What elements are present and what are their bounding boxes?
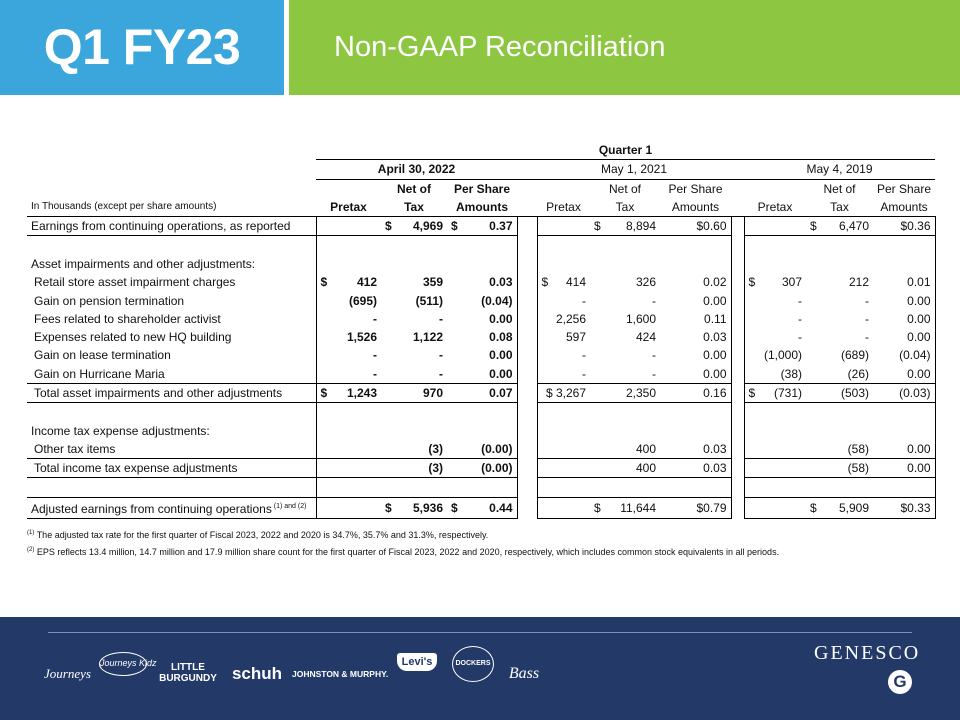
value-cell: (3) (381, 459, 447, 478)
tax-header: Tax (381, 198, 447, 217)
table-row (27, 291, 935, 309)
currency-sign: $ (385, 219, 392, 234)
value-cell: 597 (537, 328, 590, 346)
spacer-row (27, 403, 935, 422)
value-cell: (695) (316, 291, 381, 309)
value-cell: (0.03) (873, 383, 935, 402)
page-title: Non-GAAP Reconciliation (334, 31, 666, 63)
value-cell (316, 217, 381, 236)
value-cell: - (316, 346, 381, 364)
currency-sign: $ (385, 500, 392, 515)
currency-sign: $ (320, 275, 328, 290)
footnote-1: $^{(1)}$ The adjusted tax rate for the first quarter of Fiscal 2023, 2022 and 2020 is 34.7%, 35.7% and 31.3%, respectively. (27, 530, 489, 540)
footnote-2: $^{(2)}$ EPS reflects 13.4 million, 14.7 million and 17.9 million share count for the first quarter of Fiscal 2023, 2022 and 2020, respectively, which includes common stock equivalents in all periods. (27, 547, 780, 557)
value-cell: (0.04) (447, 291, 517, 309)
value: 414 (565, 275, 586, 290)
value-cell (316, 273, 381, 291)
value-cell: 0.00 (873, 291, 935, 309)
quarter-title: Q1 FY23 (43, 19, 241, 75)
value-cell: 0.00 (873, 459, 935, 478)
table-row (27, 346, 935, 364)
reconciliation-table (27, 141, 936, 519)
value: (731) (773, 386, 802, 400)
value-cell: 2,256 (537, 310, 590, 328)
johnston-murphy-logo: JOHNSTON & MURPHY. (292, 669, 389, 679)
currency-sign: $ (748, 386, 756, 400)
value-cell: (58) (806, 459, 873, 478)
value-cell: 212 (848, 275, 869, 290)
value-cell: 0.03 (660, 440, 731, 459)
value: 5,909 (838, 500, 869, 515)
value-cell: (1,000) (744, 346, 806, 364)
dockers-logo: DOCKERS (452, 646, 494, 682)
table-row (27, 273, 935, 291)
quarter-label: Quarter 1 (316, 141, 935, 160)
currency-sign: $ (320, 386, 328, 400)
currency-sign: $ (594, 500, 601, 515)
pretax-header: Pretax (316, 198, 381, 217)
currency-sign: $ (810, 500, 817, 515)
section-heading-row (27, 421, 935, 439)
currency-sign: $ (451, 219, 458, 234)
currency-sign: $ (451, 500, 458, 515)
value-cell (316, 383, 381, 402)
row-label: Other tax items (27, 440, 316, 459)
currency-sign: $ (748, 275, 756, 290)
value-cell: - (537, 291, 590, 309)
value-cell (744, 440, 806, 459)
section-heading: Income tax expense adjustments: (31, 423, 210, 438)
super-header-row (27, 141, 935, 160)
value-cell: - (381, 365, 447, 384)
value-cell: 0.03 (660, 328, 731, 346)
per-share-header: Per Share (453, 181, 511, 196)
value-cell (537, 497, 590, 518)
pretax-header: Pretax (744, 198, 806, 217)
pretax-header: Pretax (537, 198, 590, 217)
value-cell (316, 497, 381, 518)
value: 0.37 (489, 219, 513, 234)
value-cell: 1,600 (625, 311, 656, 326)
currency-sign: $ (541, 275, 549, 290)
value-cell (744, 273, 806, 291)
value-cell: (503) (806, 383, 873, 402)
period-row (27, 160, 935, 179)
row-label: Adjusted earnings from continuing operations $^{(1) and (2)}$ (27, 497, 316, 518)
spacer-row (27, 236, 935, 255)
per-share-header: Per Share (877, 181, 932, 196)
value-cell: (0.00) (447, 440, 517, 459)
value-cell: - (744, 328, 806, 346)
value-cell (537, 459, 590, 478)
value-cell: 2,350 (590, 383, 660, 402)
col-header-bottom-row (27, 198, 935, 217)
value-cell: - (865, 330, 869, 345)
genesco-g-icon: G (888, 670, 912, 694)
value-cell: 0.00 (660, 291, 731, 309)
value-cell: 1,526 (316, 328, 381, 346)
value-cell: 0.11 (660, 310, 731, 328)
levis-logo: Levi's (397, 653, 437, 671)
value-cell: 1,122 (412, 330, 443, 345)
value-cell: 400 (590, 459, 660, 478)
value-cell: - (744, 291, 806, 309)
table-row (27, 328, 935, 346)
value: 8,894 (625, 219, 656, 234)
journeys-kidz-logo: Journeys Kidz (99, 652, 147, 676)
section-heading: Asset impairments and other adjustments: (31, 256, 256, 271)
row-label: Gain on pension termination (34, 293, 185, 308)
value-cell: 0.07 (447, 383, 517, 402)
value-cell (744, 497, 806, 518)
little-burgundy-logo: LITTLE BURGUNDY (159, 662, 217, 684)
value-cell (590, 497, 660, 518)
table-row (27, 383, 935, 402)
value-cell: 0.02 (660, 273, 731, 291)
value-cell (537, 440, 590, 459)
value-cell: - (590, 365, 660, 384)
genesco-wordmark: GENESCO (814, 642, 921, 664)
period-2019: May 4, 2019 (744, 160, 935, 179)
value-cell: - (652, 293, 656, 308)
value-cell (381, 217, 447, 236)
table-row (27, 217, 935, 236)
amounts-header: Amounts (873, 198, 935, 217)
value-cell: (3) (381, 440, 447, 459)
value-cell: 0.16 (660, 383, 731, 402)
value-cell (447, 217, 517, 236)
value-cell: 400 (590, 440, 660, 459)
tax-header: Tax (806, 198, 873, 217)
tax-header: Tax (590, 198, 660, 217)
value: 11,644 (620, 500, 656, 515)
value-cell: - (439, 348, 443, 363)
value: 1,243 (346, 386, 377, 400)
row-label: Retail store asset impairment charges (34, 275, 236, 290)
value-cell (806, 217, 873, 236)
table-row (27, 310, 935, 328)
value-cell: $0.79 (660, 497, 731, 518)
row-label: Gain on lease termination (34, 348, 171, 363)
value-cell: 970 (381, 383, 447, 402)
section-heading-row (27, 255, 935, 273)
units-label: In Thousands (except per share amounts) (27, 198, 316, 217)
value-cell: - (439, 311, 443, 326)
journeys-logo: Journeys (44, 666, 91, 681)
value: 6,470 (838, 219, 869, 234)
value-cell: - (316, 365, 381, 384)
value-cell: - (316, 310, 381, 328)
currency-sign: $ (594, 219, 601, 234)
table-row (27, 440, 935, 459)
per-share-header: Per Share (668, 181, 723, 196)
value-cell: 424 (635, 330, 656, 345)
value-cell: - (865, 293, 869, 308)
row-label: Earnings from continuing operations, as reported (27, 217, 316, 236)
value-cell: 0.00 (873, 328, 935, 346)
value-cell: 359 (422, 275, 443, 290)
net-of-header: Net of (608, 181, 641, 196)
value-cell (590, 217, 660, 236)
value: 4,969 (412, 219, 443, 234)
currency-sign: $ (810, 219, 817, 234)
col-header-top-row (27, 179, 935, 198)
value: 0.44 (489, 500, 513, 515)
schuh-logo: schuh (231, 664, 283, 683)
table-row (27, 459, 935, 478)
value-cell: - (744, 310, 806, 328)
value-cell: 0.01 (873, 273, 935, 291)
row-label: Total asset impairments and other adjustments (27, 383, 316, 402)
value-cell (537, 217, 590, 236)
value-cell: $0.36 (873, 217, 935, 236)
value-cell: (511) (415, 293, 443, 308)
value-cell: - (537, 346, 590, 364)
amounts-header: Amounts (660, 198, 731, 217)
bass-logo: Bass (508, 665, 540, 682)
net-of-header: Net of (823, 181, 856, 196)
value-cell: 0.00 (447, 310, 517, 328)
value: 412 (356, 275, 377, 290)
value-cell (744, 459, 806, 478)
value-cell (316, 459, 381, 478)
value-cell: 0.00 (447, 365, 517, 384)
row-label: Gain on Hurricane Maria (27, 365, 316, 384)
value-cell (447, 497, 517, 518)
value-cell: 0.00 (447, 346, 517, 364)
value-cell: 0.03 (660, 459, 731, 478)
row-label: Expenses related to new HQ building (34, 330, 232, 345)
net-of-header: Net of (397, 181, 431, 196)
spacer-row (27, 478, 935, 497)
value-cell (806, 497, 873, 518)
amounts-header: Amounts (447, 198, 517, 217)
value-cell: (26) (806, 365, 873, 384)
value-cell: 0.08 (447, 328, 517, 346)
value-cell: $0.60 (660, 217, 731, 236)
period-2021: May 1, 2021 (537, 160, 731, 179)
value-cell (316, 440, 381, 459)
value-cell: - (865, 311, 869, 326)
value-cell: 326 (635, 275, 656, 290)
row-label: Fees related to shareholder activist (34, 311, 221, 326)
value-cell: (0.04) (873, 346, 935, 364)
value-cell (537, 273, 590, 291)
value-cell: 0.00 (873, 365, 935, 384)
value-cell: (0.00) (447, 459, 517, 478)
value-cell (744, 217, 806, 236)
value-cell: (58) (806, 440, 873, 459)
value: 5,936 (412, 500, 443, 515)
value-cell (381, 497, 447, 518)
value-cell: 0.03 (447, 273, 517, 291)
row-label: Total income tax expense adjustments (27, 459, 316, 478)
value-cell: $ 3,267 (537, 383, 590, 402)
value: 307 (781, 275, 802, 290)
table-row (27, 365, 935, 384)
value-cell (744, 383, 806, 402)
footer-divider (48, 632, 912, 633)
value-cell: (38) (744, 365, 806, 384)
value-cell: 0.00 (660, 365, 731, 384)
value-cell: (689) (840, 348, 869, 363)
value-cell: - (537, 365, 590, 384)
value-cell: - (652, 348, 656, 363)
period-2022: April 30, 2022 (316, 160, 517, 179)
footnote-ref: (1) and (2) (271, 502, 307, 510)
value-cell: 0.00 (873, 440, 935, 459)
value-cell: 0.00 (660, 346, 731, 364)
value-cell: 0.00 (873, 310, 935, 328)
value-cell: $0.33 (873, 497, 935, 518)
table-row (27, 497, 935, 518)
